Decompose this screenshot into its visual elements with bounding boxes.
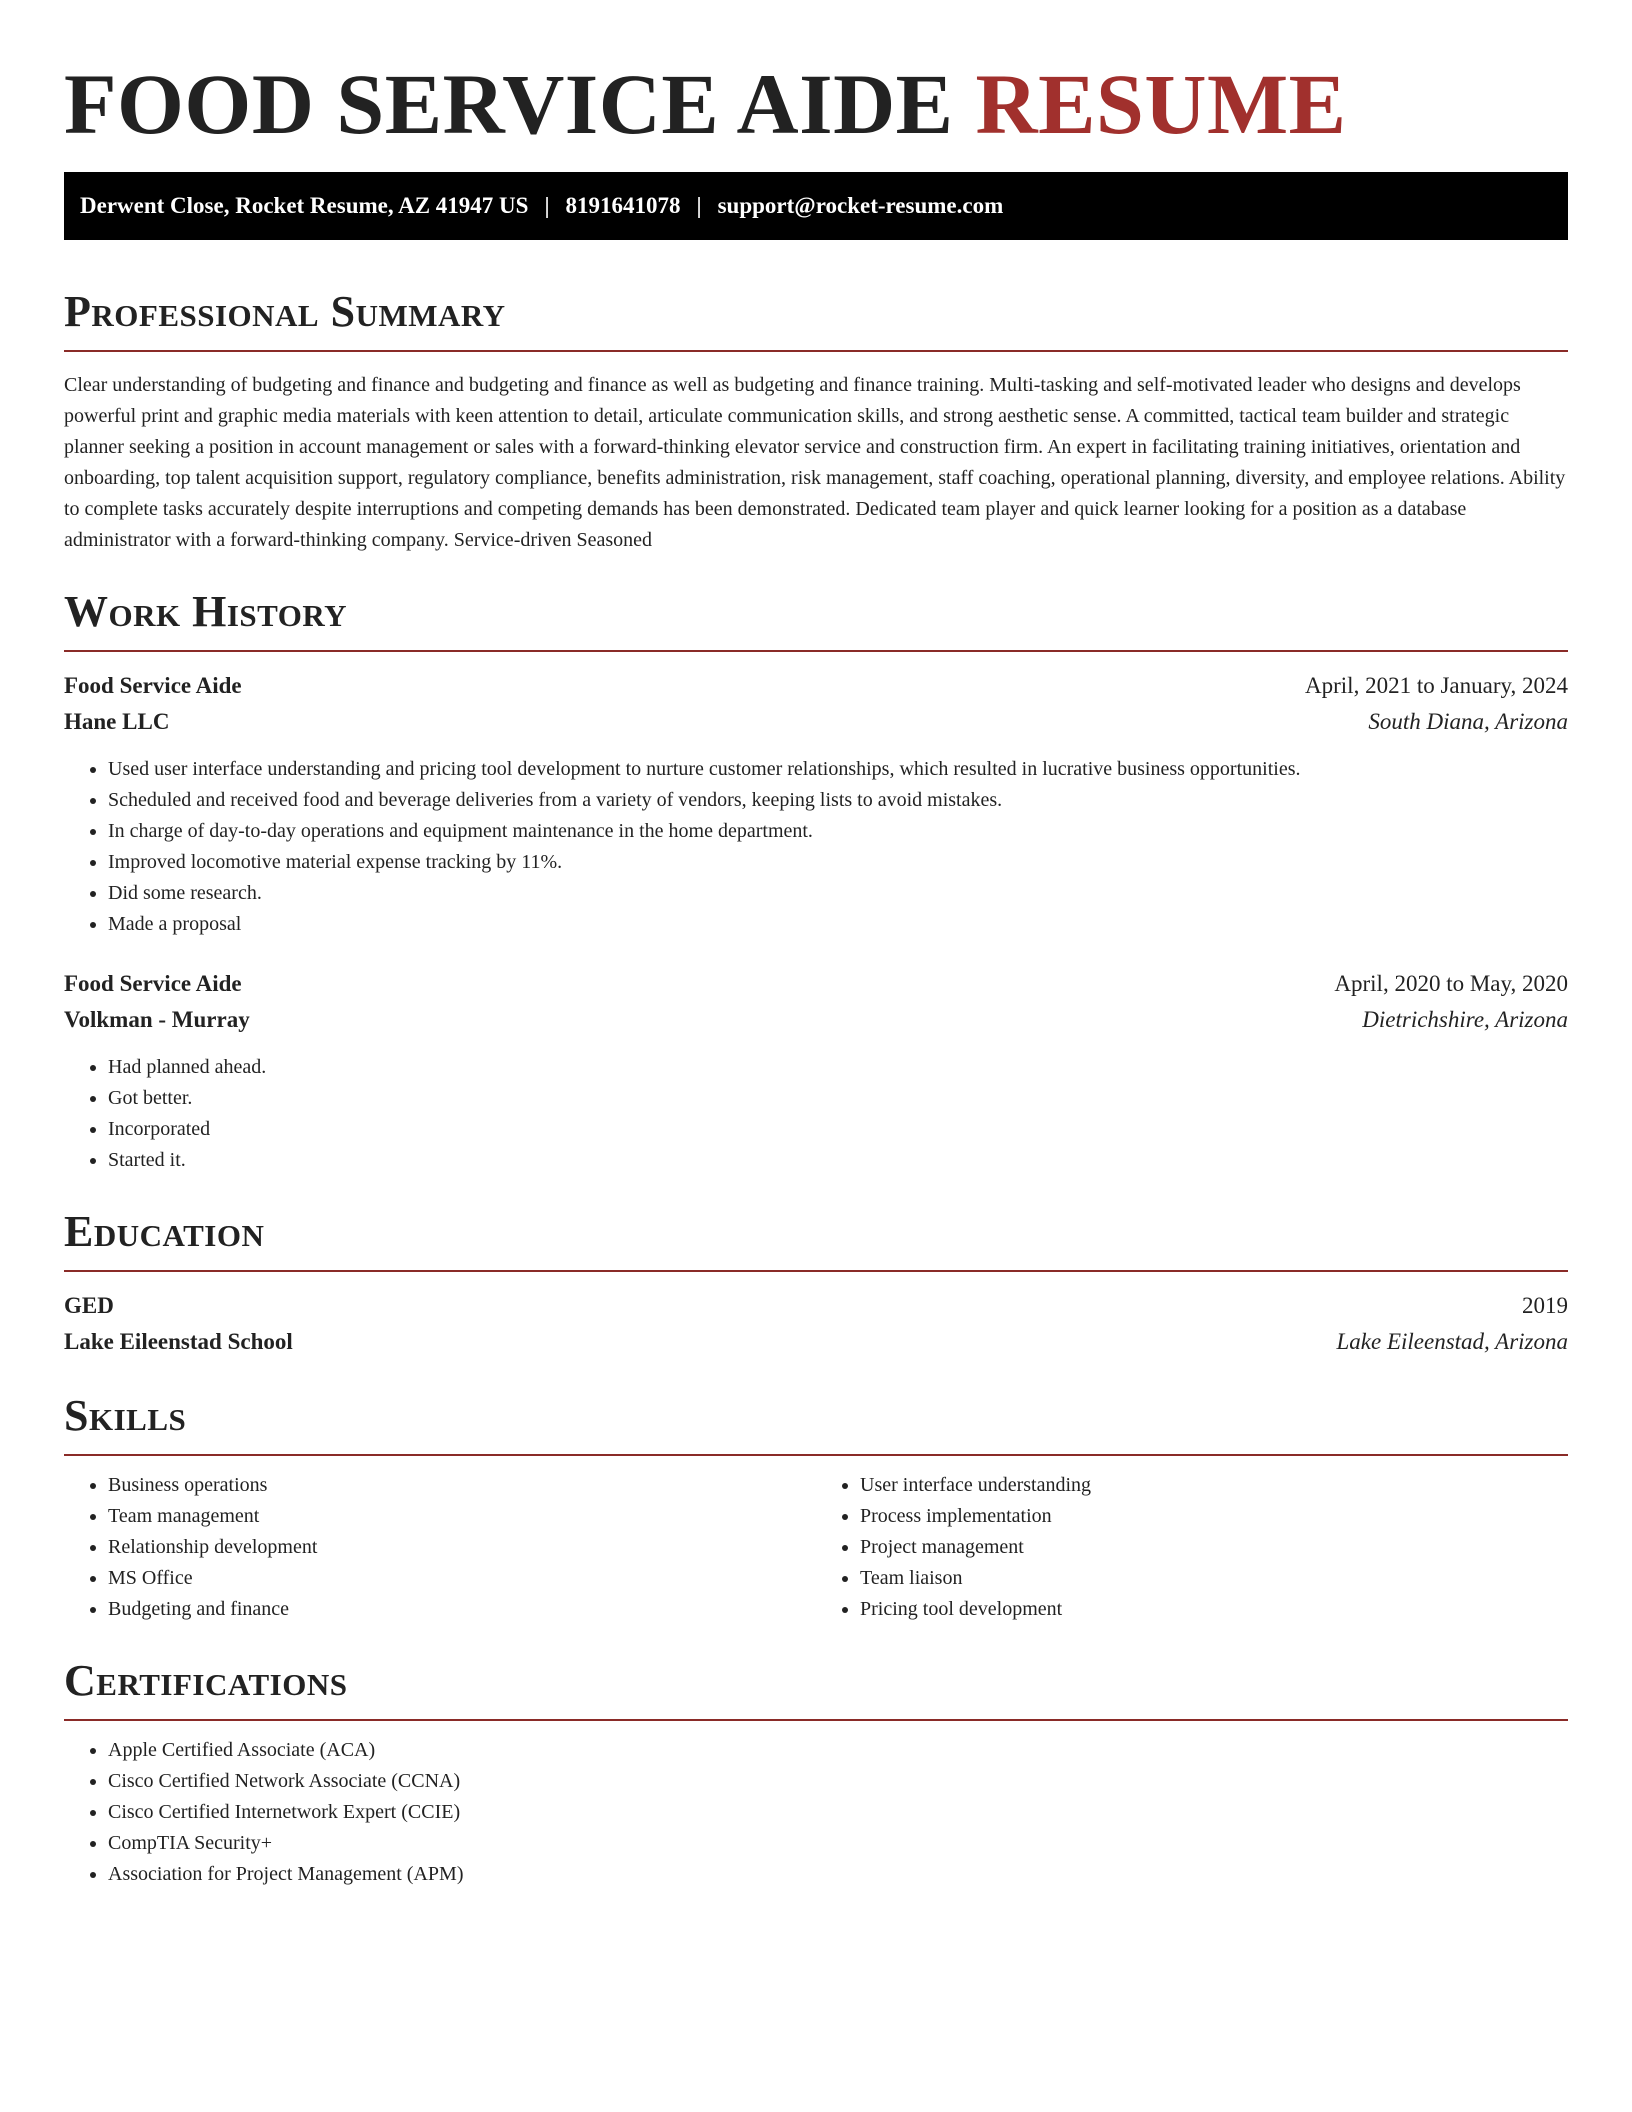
certification-item: • Apple Certified Associate (ACA) [108, 1735, 1568, 1766]
contact-separator: | [696, 193, 702, 218]
skill-item: • MS Office [108, 1563, 816, 1594]
job-bullet: • Scheduled and received food and beverage deliveries from a variety of vendors, keeping lists to avoid mistakes. [108, 785, 1568, 816]
job-bullet: • Improved locomotive material expense tracking by 11%. [108, 847, 1568, 878]
certification-item: • CompTIA Security+ [108, 1828, 1568, 1859]
job-company: Volkman - Murray [64, 1007, 250, 1032]
job-dates: April, 2020 to May, 2020 [1334, 971, 1568, 996]
education-degree: GED [64, 1293, 114, 1318]
certifications-section [64, 1653, 1568, 1890]
skill-item: • Project management [860, 1532, 1568, 1563]
contact-bar [64, 172, 1568, 240]
certification-item: • Cisco Certified Internetwork Expert (CCIE) [108, 1797, 1568, 1828]
certification-item: • Cisco Certified Network Associate (CCNA) [108, 1766, 1568, 1797]
work-history-heading: Work History [64, 584, 1568, 652]
summary-heading: Professional Summary [64, 284, 1568, 352]
education-section [64, 1204, 1568, 1360]
job-company: Hane LLC [64, 709, 170, 734]
job-bullet: • Did some research. [108, 878, 1568, 909]
certifications-heading: Certifications [64, 1653, 1568, 1721]
education-location: Lake Eileenstad, Arizona [1336, 1329, 1568, 1354]
contact-phone: 8191641078 [565, 193, 681, 218]
skills-list-left [64, 1470, 816, 1625]
skills-grid [64, 1470, 1568, 1625]
certification-item: • Association for Project Management (APM) [108, 1859, 1568, 1890]
job-title: Food Service Aide [64, 971, 242, 996]
job-bullets [64, 754, 1568, 940]
skills-section [64, 1388, 1568, 1625]
certifications-list [64, 1735, 1568, 1890]
job-entry [64, 966, 1568, 1176]
skill-item: • Pricing tool development [860, 1594, 1568, 1625]
skill-item: • User interface understanding [860, 1470, 1568, 1501]
job-bullet: • Started it. [108, 1145, 1568, 1176]
job-bullet: • Used user interface understanding and pricing tool development to nurture customer relationships, which resulted in lucrative business opportunities. [108, 754, 1568, 785]
job-bullet: • Incorporated [108, 1114, 1568, 1145]
contact-separator: | [544, 193, 550, 218]
resume-title [64, 0, 1568, 156]
skill-item: • Process implementation [860, 1501, 1568, 1532]
job-entry [64, 668, 1568, 940]
summary-text: Clear understanding of budgeting and finance and budgeting and finance as well as budgeting and finance training. Multi-tasking and self-motivated leader who designs and develops powerful print and graphic media materials with keen attention to detail, articulate communication skills, and strong aesthetic sense. A committed, tactical team builder and strategic planner seeking a position in account management or sales with a forward-thinking elevator service and construction firm. An expert in facilitating training initiatives, orientation and onboarding, top talent acquisition support, regulatory compliance, benefits administration, risk management, staff coaching, operational planning, diversity, and employee relations. Ability to complete tasks accurately despite interruptions and competing demands has been demonstrated. Dedicated team player and quick learner looking for a position as a database administrator with a forward-thinking company. Service-driven Seasoned [64, 374, 1566, 551]
job-bullets [64, 1052, 1568, 1176]
job-location: South Diana, Arizona [1368, 709, 1568, 734]
title-accent: RESUME [975, 56, 1347, 152]
job-bullet: • Got better. [108, 1083, 1568, 1114]
contact-address: Derwent Close, Rocket Resume, AZ 41947 US [80, 193, 529, 218]
skill-item: • Team liaison [860, 1563, 1568, 1594]
job-bullet: • Had planned ahead. [108, 1052, 1568, 1083]
skill-item: • Team management [108, 1501, 816, 1532]
job-dates: April, 2021 to January, 2024 [1305, 673, 1568, 698]
skill-item: • Business operations [108, 1470, 816, 1501]
skill-item: • Budgeting and finance [108, 1594, 816, 1625]
work-history-section [64, 584, 1568, 1176]
skill-item: • Relationship development [108, 1532, 816, 1563]
job-bullet: • In charge of day-to-day operations and equipment maintenance in the home department. [108, 816, 1568, 847]
job-bullet: • Made a proposal [108, 909, 1568, 940]
skills-list-right [816, 1470, 1568, 1625]
contact-email: support@rocket-resume.com [717, 193, 1004, 218]
education-school: Lake Eileenstad School [64, 1329, 293, 1354]
job-title: Food Service Aide [64, 673, 242, 698]
skills-heading: Skills [64, 1388, 1568, 1456]
job-location: Dietrichshire, Arizona [1362, 1007, 1568, 1032]
education-year: 2019 [1522, 1293, 1568, 1318]
education-heading: Education [64, 1204, 1568, 1272]
title-main: FOOD SERVICE AIDE [64, 56, 954, 152]
